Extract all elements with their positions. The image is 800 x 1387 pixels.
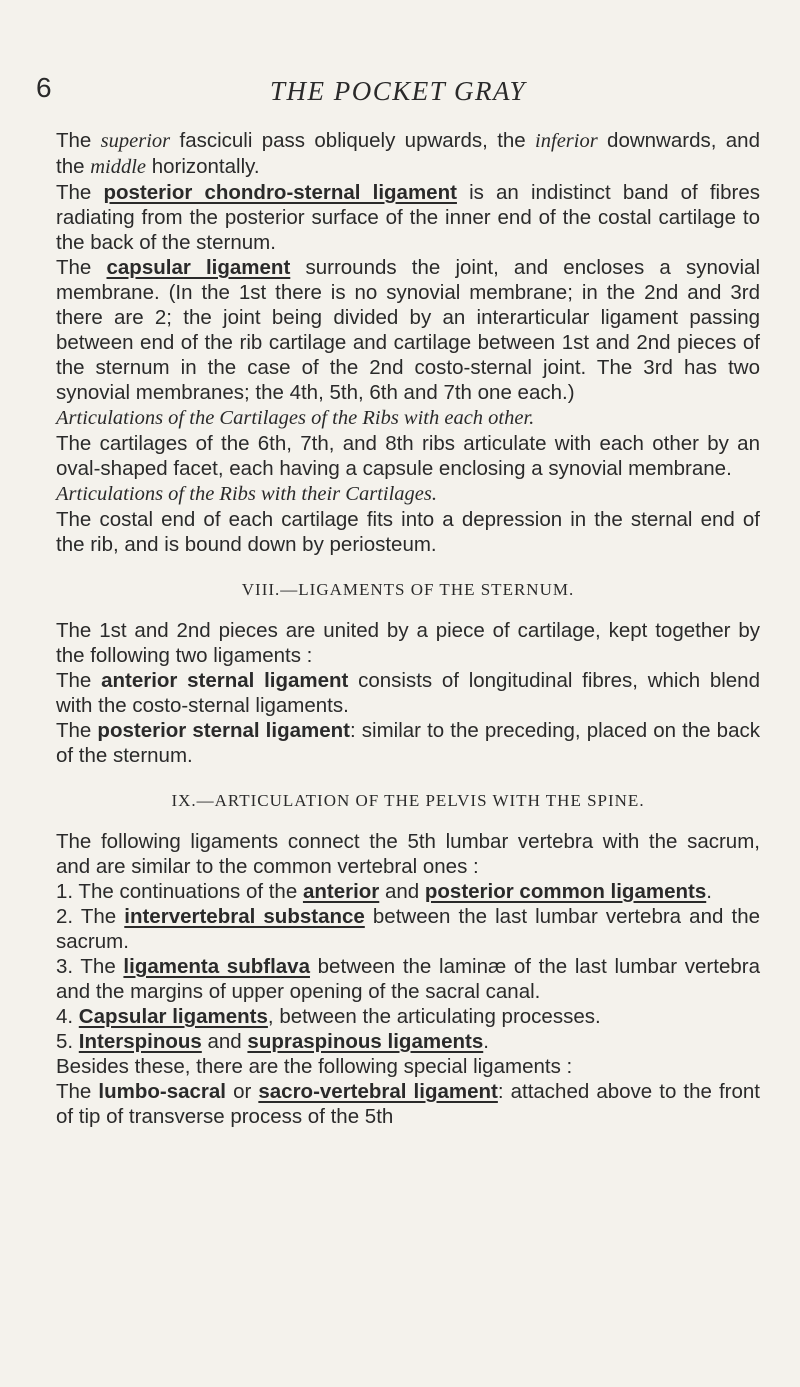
paragraph-sternum-pieces: The 1st and 2nd pieces are united by a piece of cartilage, kept together by the following two ligaments : — [56, 619, 760, 667]
section-heading-ix: IX.—ARTICULATION OF THE PELVIS WITH THE SPINE. — [171, 791, 645, 810]
list-item-3: 3. The ligamenta subflava between the laminæ of the last lumbar vertebra and the margins of upper opening of the sacral canal. — [56, 955, 760, 1003]
paragraph-costal-end: The costal end of each cartilage fits into a depression in the sternal end of the rib, and is bound down by periosteum. — [56, 508, 760, 556]
list-item-1: 1. The continuations of the anterior and posterior common ligaments. — [56, 880, 712, 903]
list-item-4: 4. Capsular ligaments, between the articulating processes. — [56, 1005, 601, 1028]
paragraph-posterior-chondro-sternal: The posterior chondro-sternal ligament is an indistinct band of fibres radiating from the posterior surface of the inner end of the costal cartilage to the back of the sternum. — [56, 181, 760, 254]
paragraph-anterior-sternal: The anterior sternal ligament consists of longitudinal fibres, which blend with the costo-sternal ligaments. — [56, 669, 760, 717]
paragraph-lumbo-sacral: The lumbo-sacral or sacro-vertebral ligament: attached above to the front of tip of transverse process of the 5th — [56, 1080, 760, 1128]
page-header — [36, 72, 760, 112]
paragraph-posterior-sternal: The posterior sternal ligament: similar to the preceding, placed on the back of the sternum. — [56, 719, 760, 767]
term-posterior-sternal-ligament: posterior sternal ligament — [97, 719, 350, 742]
running-title: THE POCKET GRAY — [269, 76, 527, 106]
paragraph-cartilages-articulate: The cartilages of the 6th, 7th, and 8th ribs articulate with each other by an oval-shaped facet, each having a capsule enclosing a synovial membrane. — [56, 432, 760, 480]
paragraph-pelvis-intro: The following ligaments connect the 5th lumbar vertebra with the sacrum, and are similar to the common vertebral ones : — [56, 830, 760, 878]
paragraph-besides: Besides these, there are the following special ligaments : — [56, 1055, 573, 1078]
term-anterior-sternal-ligament: anterior sternal ligament — [101, 669, 349, 692]
term-posterior-chondro-sternal-ligament: posterior chondro-sternal ligament — [103, 181, 457, 204]
list-item-2: 2. The intervertebral substance between the last lumbar vertebra and the sacrum. — [56, 905, 760, 953]
subheading-ribs-with-cartilages: Articulations of the Ribs with their Cartilages. — [56, 483, 437, 505]
section-heading-viii: VIII.—LIGAMENTS OF THE STERNUM. — [241, 580, 575, 599]
subheading-cartilages-with-each-other: Articulations of the Cartilages of the Ribs with each other. — [56, 407, 535, 429]
paragraph-fasciculi: The superior fasciculi pass obliquely upwards, the inferior downwards, and the middle horizontally. — [56, 129, 760, 178]
list-item-5: 5. Interspinous and supraspinous ligaments. — [56, 1030, 489, 1053]
page-number: 6 — [36, 72, 52, 103]
page-body — [56, 128, 760, 1129]
term-capsular-ligament: capsular ligament — [106, 256, 291, 279]
paragraph-capsular-ligament: The capsular ligament surrounds the joint, and encloses a synovial membrane. (In the 1st there is no synovial membrane; in the 2nd and 3rd there are 2; the joint being divided by an interarticular ligament passing between end of the rib cartilage and cartilage between 1st and 2nd pieces of the sternum in the case of the 2nd costo-sternal joint. The 3rd has two synovial membranes; the 4th, 5th, 6th and 7th one each.) — [56, 256, 761, 404]
